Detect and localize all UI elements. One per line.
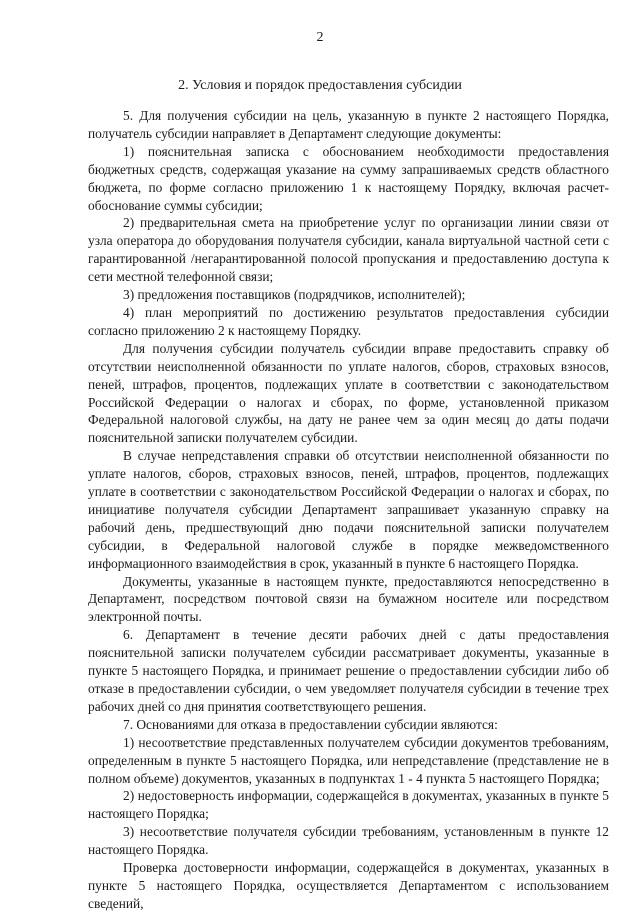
- paragraph-subitem-2: 2) предварительная смета на приобретение услуг по организации линии связи от узла оператора до оборудования получателя субсидии, канала виртуальной частной сети с гарантированной /негарантированной полосой пропускания и предоставлению доступа к сети местной телефонной связи;: [88, 215, 609, 285]
- paragraph-subitem-3: 3) предложения поставщиков (подрядчиков, исполнителей);: [123, 287, 466, 303]
- paragraph-subitem-4: 4) план мероприятий по достижению результатов предоставления субсидии согласно приложению 2 к настоящему Порядку.: [88, 304, 609, 338]
- paragraph-refusal-reason-3: 3) несоответствие получателя субсидии требованиям, установленным в пункте 12 настоящего Порядка.: [88, 824, 609, 858]
- paragraph-subitem-1: 1) пояснительная записка с обоснованием необходимости предоставления бюджетных средств, содержащая указание на сумму запрашиваемых средств областного бюджета, по форме согласно приложению 1 к настоящему Порядку, включая расчет-обоснование суммы субсидии;: [88, 143, 609, 213]
- paragraph-refusal-reason-2: 2) недостоверность информации, содержащейся в документах, указанных в пункте 5 настоящего Порядка;: [88, 788, 609, 822]
- paragraph-tax-certificate: Для получения субсидии получатель субсидии вправе предоставить справку об отсутствии неисполненной обязанности по уплате налогов, сборов, страховых взносов, пеней, штрафов, процентов, подлежащих уплате в соответствии с законодательством Российской Федерации о налогах и сборах, по форме, установленной приказом Федеральной налоговой службы, на дату не ранее чем за один месяц до даты подачи пояснительной записки получателем субсидии.: [88, 340, 609, 446]
- paragraph-document-delivery: Документы, указанные в настоящем пункте, предоставляются непосредственно в Департамент, посредством почтовой связи на бумажном носителе или посредством электронной почты.: [88, 573, 609, 625]
- paragraph-item-7: 7. Основаниями для отказа в предоставлении субсидии являются:: [123, 716, 498, 732]
- section-title: 2. Условия и порядок предоставления субсидии: [178, 78, 462, 93]
- document-body: [88, 107, 609, 913]
- paragraph-item-6: 6. Департамент в течение десяти рабочих дней с даты предоставления пояснительной записки получателем субсидии рассматривает документы, указанные в пункте 5 настоящего Порядка, и принимает решение о предоставлении субсидии либо об отказе в предоставлении субсидии, о чем уведомляет получателя субсидии в течение трех рабочих дней со дня принятия соответствующего решения.: [88, 627, 609, 714]
- paragraph-certificate-request: В случае непредставления справки об отсутствии неисполненной обязанности по уплате налогов, сборов, страховых взносов, пеней, штрафов, процентов, подлежащих уплате в соответствии с законодательством Российской Федерации о налогах и сборах, по инициативе получателя субсидии Департамент запрашивает указанную справку на рабочий день, предшествующий дню подачи пояснительной записки получателем субсидии, в Федеральной налоговой службе в порядке межведомственного информационного взаимодействия в срок, указанный в пункте 6 настоящего Порядка.: [88, 448, 609, 571]
- page-number: 2: [316, 30, 324, 45]
- paragraph-refusal-reason-1: 1) несоответствие представленных получателем субсидии документов требованиям, определенным в пункте 5 настоящего Порядка, или непредставление (представление не в полном объеме) документов, указанных в подпунктах 1 - 4 пункта 5 настоящего Порядка;: [88, 734, 609, 786]
- paragraph-verification: Проверка достоверности информации, содержащейся в документах, указанных в пункте 5 настоящего Порядка, осуществляется Департаментом с использованием сведений,: [88, 860, 609, 911]
- paragraph-item-5: 5. Для получения субсидии на цель, указанную в пункте 2 настоящего Порядка, получатель субсидии направляет в Департамент следующие документы:: [88, 108, 609, 141]
